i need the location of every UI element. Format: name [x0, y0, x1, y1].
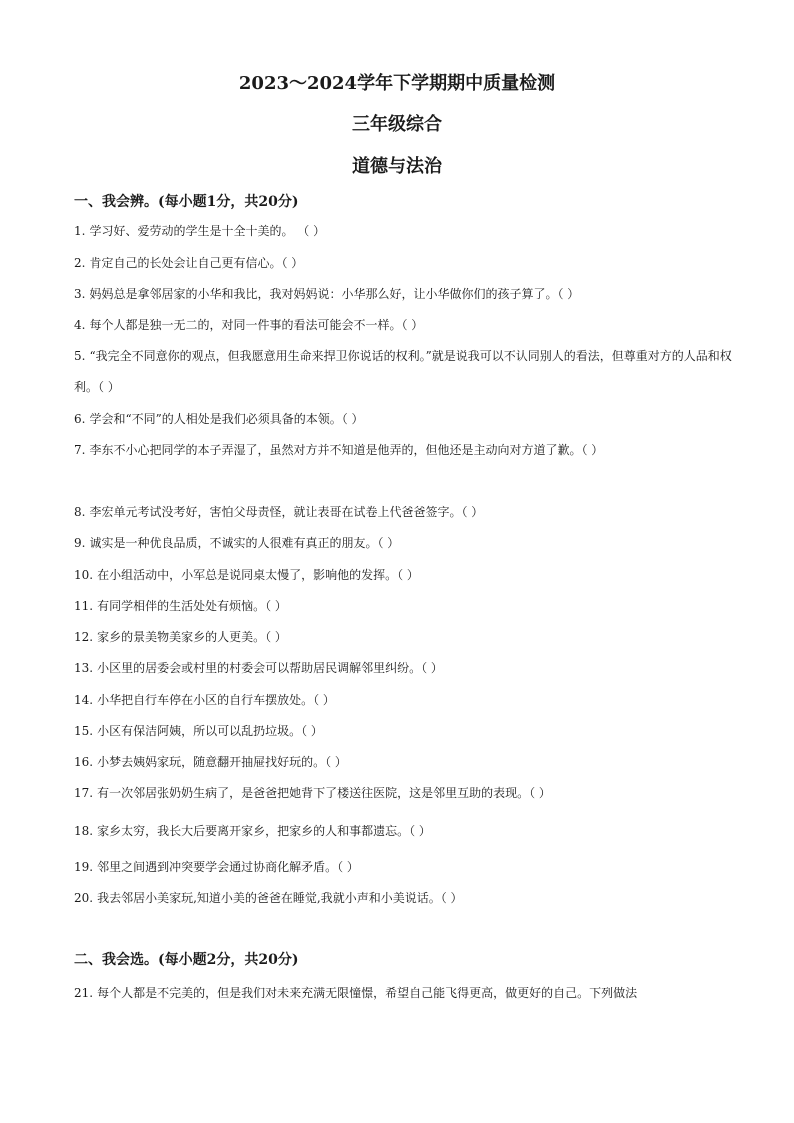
question-14: 14. 小华把自行车停在小区的自行车摆放处。（ ） [74, 693, 335, 707]
question-1: 1. 学习好、爱劳动的学生是十全十美的。 （ ） [74, 224, 326, 238]
question-21: 21. 每个人都是不完美的，但是我们对未来充满无限憧憬，希望自己能飞得更高，做更好的自己。下列做法 [74, 986, 638, 1000]
question-19: 19. 邻里之间遇到冲突要学会通过协商化解矛盾。（ ） [74, 860, 359, 874]
question-5: 5. “我完全不同意你的观点，但我愿意用生命来捍卫你说话的权利。”就是说我可以不认同别人的看法，但尊重对方的人品和权利。（ ） [74, 349, 732, 394]
section1-heading: 一、我会辨。(每小题1分，共20分) [74, 194, 299, 210]
section2-heading: 二、我会选。(每小题2分，共20分) [74, 952, 299, 968]
question-4: 4. 每个人都是独一无二的，对同一件事的看法可能会不一样。（ ） [74, 318, 424, 332]
question-17: 17. 有一次邻居张奶奶生病了，是爸爸把她背下了楼送往医院，这是邻里互助的表现。（ ） [74, 786, 551, 800]
question-6: 6. 学会和“不同”的人相处是我们必须具备的本领。（ ） [74, 412, 364, 426]
question-9: 9. 诚实是一种优良品质，不诚实的人很难有真正的朋友。（ ） [74, 536, 400, 550]
question-16: 16. 小梦去姨妈家玩，随意翻开抽屉找好玩的。（ ） [74, 755, 347, 769]
question-8: 8. 李宏单元考试没考好，害怕父母责怪，就让表哥在试卷上代爸爸签字。（ ） [74, 505, 484, 519]
question-20: 20. 我去邻居小美家玩,知道小美的爸爸在睡觉,我就小声和小美说话。（ ） [74, 891, 463, 905]
question-10: 10. 在小组活动中，小军总是说同桌太慢了，影响他的发挥。（ ） [74, 568, 419, 582]
question-3: 3. 妈妈总是拿邻居家的小华和我比，我对妈妈说：小华那么好，让小华做你们的孩子算了。（ ） [74, 287, 580, 301]
question-18: 18. 家乡太穷，我长大后要离开家乡，把家乡的人和事都遗忘。（ ） [74, 824, 431, 838]
question-11: 11. 有同学相伴的生活处处有烦恼。（ ） [74, 599, 287, 613]
question-2: 2. 肯定自己的长处会让自己更有信心。（ ） [74, 256, 304, 270]
subject-title: 道德与法治 [352, 156, 442, 177]
exam-title: 2023～2024学年下学期期中质量检测 [238, 73, 556, 94]
question-7: 7. 李东不小心把同学的本子弄湿了，虽然对方并不知道是他弄的，但他还是主动向对方道了歉。（ ） [74, 443, 604, 457]
question-13: 13. 小区里的居委会或村里的村委会可以帮助居民调解邻里纠纷。（ ） [74, 661, 443, 675]
question-15: 15. 小区有保洁阿姨，所以可以乱扔垃圾。（ ） [74, 724, 323, 738]
question-12: 12. 家乡的景美物美家乡的人更美。（ ） [74, 630, 287, 644]
grade-title: 三年级综合 [352, 114, 442, 135]
